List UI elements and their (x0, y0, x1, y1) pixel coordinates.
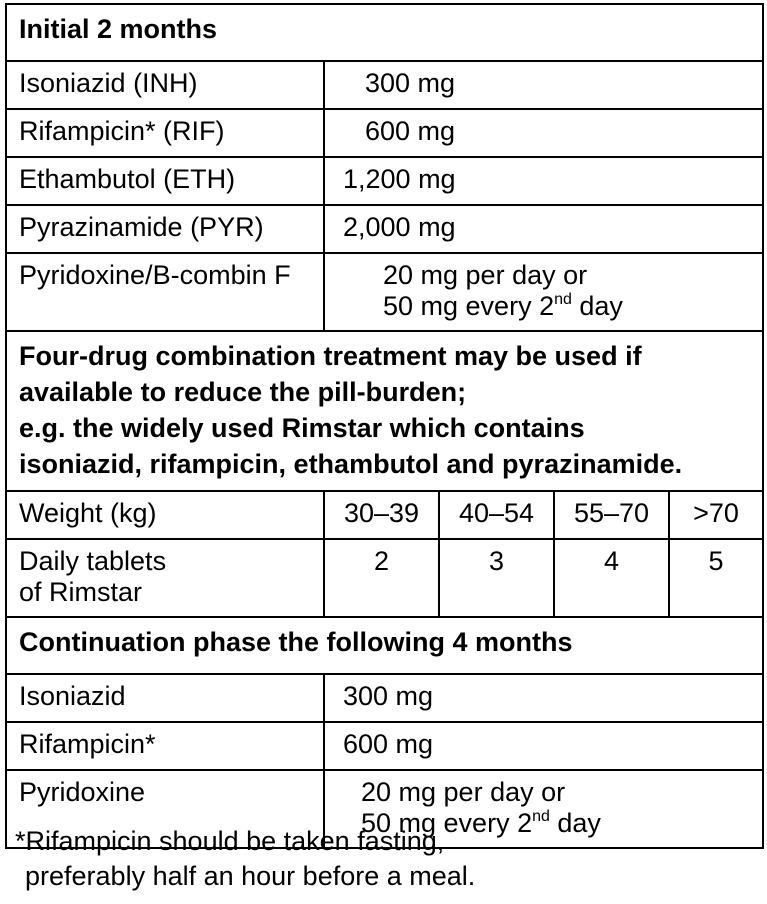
table-row (6, 157, 763, 205)
dose-text: day (549, 808, 601, 838)
table-row (6, 253, 763, 331)
table-row (6, 205, 763, 253)
ordinal-suffix: nd (554, 291, 572, 308)
dose-text: day (571, 291, 623, 321)
combination-note (6, 331, 763, 491)
note-line: isoniazid, rifampicin, ethambutol and pyrazinamide. (19, 449, 683, 479)
drug-name: Pyridoxine/B-combin F (6, 253, 324, 331)
drug-name: Ethambutol (ETH) (6, 157, 324, 205)
tablets-label (6, 539, 324, 617)
tablet-count: 4 (554, 539, 669, 617)
dose-text: 50 mg every 2 (383, 291, 555, 321)
tablets-row (6, 539, 763, 617)
drug-name: Rifampicin* (RIF) (6, 109, 324, 157)
drug-dose: 300 mg (324, 61, 763, 109)
initial-phase-header-row (6, 4, 763, 61)
label-line: Daily tablets (19, 546, 167, 576)
weight-range: >70 (669, 491, 763, 539)
note-line: available to reduce the pill-burden; (19, 377, 467, 407)
ordinal-suffix: nd (532, 808, 550, 825)
weight-row (6, 491, 763, 539)
footnote-line: *Rifampicin should be taken fasting, (15, 826, 445, 856)
table-row (6, 61, 763, 109)
tablet-count: 3 (439, 539, 554, 617)
drug-dose: 600 mg (324, 722, 763, 770)
drug-dose: 1,200 mg (324, 157, 763, 205)
drug-name: Pyridoxine (6, 770, 324, 848)
note-line: e.g. the widely used Rimstar which contains (19, 413, 585, 443)
dose-line-2 (383, 291, 623, 321)
drug-dose (324, 253, 763, 331)
drug-dose: 300 mg (324, 674, 763, 722)
dose-text: 50 mg every 2 (361, 808, 533, 838)
drug-name: Rifampicin* (6, 722, 324, 770)
drug-dose: 2,000 mg (324, 205, 763, 253)
tablet-count: 5 (669, 539, 763, 617)
weight-range: 30–39 (324, 491, 439, 539)
tb-treatment-table (5, 3, 764, 849)
footnote-line: preferably half an hour before a meal. (25, 861, 476, 891)
drug-name: Pyrazinamide (PYR) (6, 205, 324, 253)
weight-label: Weight (kg) (6, 491, 324, 539)
note-line: Four-drug combination treatment may be used if (19, 341, 642, 371)
rifampicin-footnote (15, 824, 475, 894)
table-row (6, 109, 763, 157)
continuation-phase-header-row (6, 617, 763, 674)
drug-name: Isoniazid (INH) (6, 61, 324, 109)
table-row (6, 674, 763, 722)
initial-phase-heading: Initial 2 months (6, 4, 763, 61)
continuation-phase-heading: Continuation phase the following 4 months (6, 617, 763, 674)
weight-range: 55–70 (554, 491, 669, 539)
dose-line-1: 20 mg per day or (383, 260, 588, 290)
tablet-count: 2 (324, 539, 439, 617)
label-line: of Rimstar (19, 577, 143, 607)
weight-range: 40–54 (439, 491, 554, 539)
dose-line-1: 20 mg per day or (361, 777, 566, 807)
drug-name: Isoniazid (6, 674, 324, 722)
table-row (6, 722, 763, 770)
drug-dose: 600 mg (324, 109, 763, 157)
combination-note-row (6, 331, 763, 491)
